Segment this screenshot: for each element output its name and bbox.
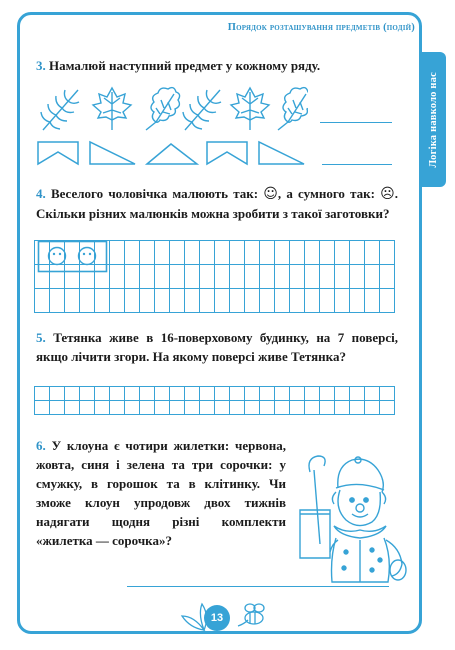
maple-leaf-icon (93, 88, 131, 130)
answer-line-task-6[interactable] (127, 586, 389, 587)
blank-face-icon (77, 246, 97, 266)
task-3-number: 3. (36, 58, 46, 73)
leaf-sequence (38, 84, 308, 134)
sad-face-icon: ☹ (380, 186, 395, 202)
answer-line-shapes[interactable] (322, 164, 392, 165)
task-4 (36, 184, 398, 223)
bee-icon (234, 600, 270, 630)
answer-grid-task-5[interactable] (34, 386, 399, 418)
answer-line-leaves[interactable] (320, 122, 392, 123)
wide-triangle-shape (147, 144, 197, 164)
task-5-text: Тетянка живе в 16-поверховому будинку, на 7 поверсі, якщо лічити згори. На якому поверсі живе Тетянка? (36, 330, 398, 364)
clown-illustration (296, 448, 408, 588)
page-number: 13 (204, 605, 230, 631)
side-tab (420, 52, 446, 187)
task-5-number: 5. (36, 330, 46, 345)
task-6-number: 6. (36, 438, 46, 453)
shape-sequence (35, 138, 325, 170)
blank-face-icon (47, 246, 67, 266)
notched-flag-shape (38, 142, 78, 164)
task-4-text-c: . Скільки різних малюнків можна зробити з такої заготовки? (36, 186, 399, 221)
task-5 (36, 328, 398, 366)
task-6-text: У клоуна є чотири жилетки: червона, жовта, синя і зелена та три сорочки: у смужку, в горошок та в клітинку. Чи зможе клоун упродовж двох тижнів надягати щодня різні комплекти «жилетка — сорочка»? (36, 438, 286, 548)
right-triangle-shape (259, 142, 304, 164)
happy-face-icon: ☺ (263, 186, 278, 202)
fern-leaf-icon (183, 90, 221, 130)
task-3-text: Намалюй наступний предмет у кожному ряду. (49, 58, 321, 73)
page-header: Порядок розташування предметів (подій) (227, 22, 415, 33)
notched-flag-shape (207, 142, 247, 164)
oak-leaf-icon (278, 88, 308, 130)
side-tab-label: Логіка навколо нас (427, 71, 439, 168)
fern-leaf-icon (41, 90, 79, 130)
task-4-number: 4. (36, 186, 46, 201)
task-4-text-a: Веселого чоловічка малюють так: (50, 186, 259, 201)
maple-leaf-icon (231, 88, 269, 130)
task-4-text-b: , а сумного так: (277, 186, 375, 201)
task-6 (36, 436, 286, 550)
right-triangle-shape (90, 142, 135, 164)
oak-leaf-icon (146, 88, 180, 130)
task-3 (36, 56, 398, 75)
flower-leaf-icon (176, 600, 206, 634)
